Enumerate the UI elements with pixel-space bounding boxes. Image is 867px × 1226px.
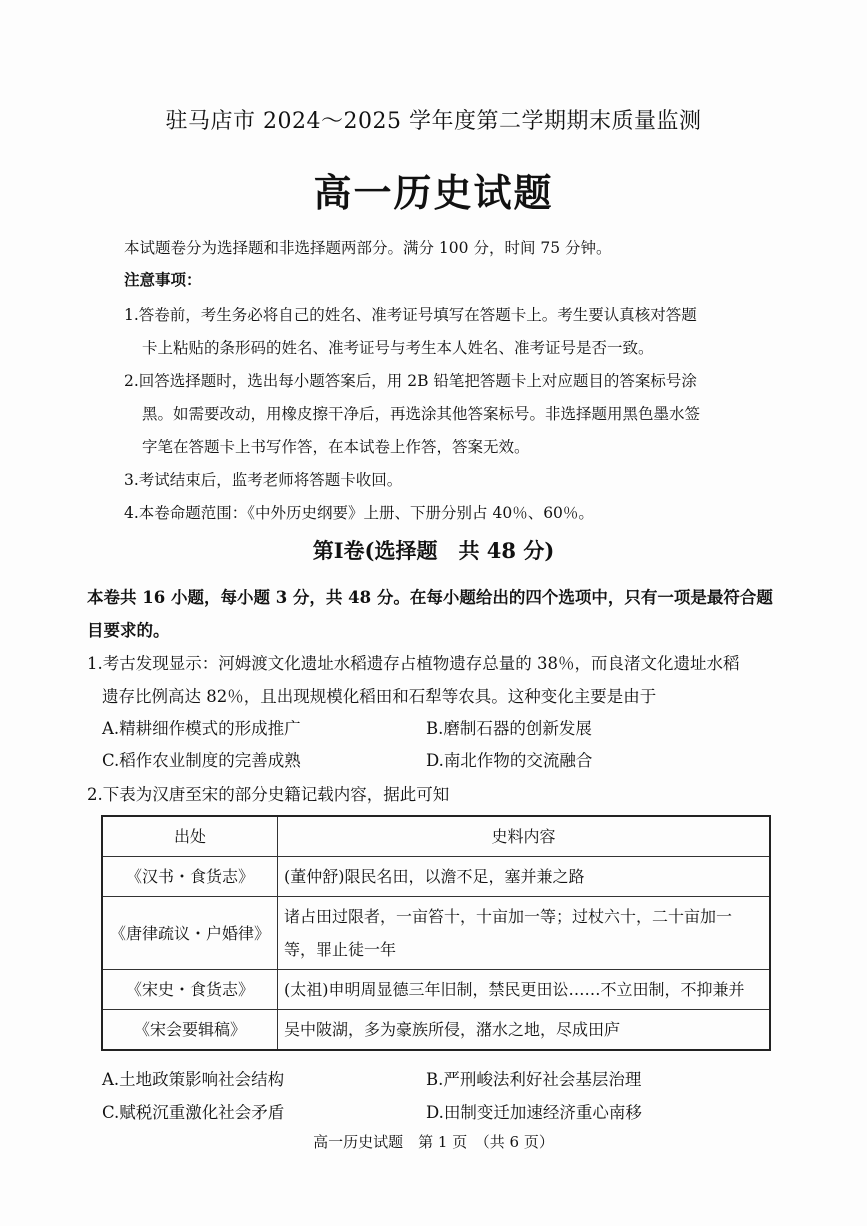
section-title: 第Ⅰ卷(选择题 共 48 分) xyxy=(312,538,555,563)
question-1-stem: 遗存比例高达 82％，且出现规模化稻田和石犁等农具。这种变化主要是由于 xyxy=(102,687,657,706)
notice-line: 4.本卷命题范围：《中外历史纲要》上册、下册分别占 40％、60％。 xyxy=(124,504,594,522)
q1-option-d: D.南北作物的交流融合 xyxy=(426,751,593,770)
source-table xyxy=(101,815,771,1051)
page-footer: 高一历史试题 第 1 页 （共 6 页） xyxy=(313,1133,554,1151)
notice-line: 字笔在答题卡上书写作答，在本试卷上作答，答案无效。 xyxy=(142,438,530,456)
table-row xyxy=(102,1010,770,1051)
table-cell-content: (太祖)申明周显德三年旧制，禁民更田讼……不立田制，不抑兼并 xyxy=(278,970,771,1010)
q2-option-d: D.田制变迁加速经济重心南移 xyxy=(426,1103,642,1122)
notice-line: 卡上粘贴的条形码的姓名、准考证号与考生本人姓名、准考证号是否一致。 xyxy=(142,339,654,357)
table-cell-content: 吴中陂湖，多为豪族所侵，潴水之地，尽成田庐 xyxy=(278,1010,771,1051)
section-desc: 目要求的。 xyxy=(87,621,170,640)
intro-text: 本试题卷分为选择题和非选择题两部分。满分 100 分，时间 75 分钟。 xyxy=(124,239,612,257)
table-cell-content: 诸占田过限者，一亩笞十，十亩加一等；过杖六十，二十亩加一等，罪止徒一年 xyxy=(278,897,771,970)
table-cell-source: 《宋会要辑稿》 xyxy=(102,1010,278,1051)
table-row xyxy=(102,897,770,970)
table-row xyxy=(102,857,770,897)
notice-heading: 注意事项： xyxy=(124,270,202,289)
q1-option-c: C.稻作农业制度的完善成熟 xyxy=(102,751,301,770)
table-cell-content: (董仲舒)限民名田，以澹不足，塞并兼之路 xyxy=(278,857,771,897)
table-cell-source: 《唐律疏议・户婚律》 xyxy=(102,897,278,970)
notice-line: 3.考试结束后，监考老师将答题卡收回。 xyxy=(124,471,403,489)
table-header-cell: 史料内容 xyxy=(278,816,771,857)
question-2-stem: 2.下表为汉唐至宋的部分史籍记载内容，据此可知 xyxy=(87,785,450,804)
table-row xyxy=(102,970,770,1010)
table-cell-source: 《汉书・食货志》 xyxy=(102,857,278,897)
q2-option-c: C.赋税沉重激化社会矛盾 xyxy=(102,1103,285,1122)
table-header-row xyxy=(102,816,770,857)
notice-line: 1.答卷前，考生务必将自己的姓名、准考证号填写在答题卡上。考生要认真核对答题 xyxy=(124,306,697,324)
table-header-cell: 出处 xyxy=(102,816,278,857)
exam-subtitle: 驻马店市 2024～2025 学年度第二学期期末质量监测 xyxy=(165,109,702,134)
q1-option-a: A.精耕细作模式的形成推广 xyxy=(102,719,301,738)
section-desc: 本卷共 16 小题，每小题 3 分，共 48 分。在每小题给出的四个选项中，只有一项是最符合题 xyxy=(87,588,773,607)
question-1-stem: 1.考古发现显示：河姆渡文化遗址水稻遗存占植物遗存总量的 38％，而良渚文化遗址水稻 xyxy=(87,654,740,673)
notice-line: 黑。如需要改动，用橡皮擦干净后，再选涂其他答案标号。非选择题用黑色墨水签 xyxy=(142,405,701,423)
q2-option-a: A.土地政策影响社会结构 xyxy=(102,1070,285,1089)
q1-option-b: B.磨制石器的创新发展 xyxy=(426,719,592,738)
exam-title: 高一历史试题 xyxy=(313,170,554,215)
table-cell-source: 《宋史・食货志》 xyxy=(102,970,278,1010)
notice-line: 2.回答选择题时，选出每小题答案后，用 2B 铅笔把答题卡上对应题目的答案标号涂 xyxy=(124,372,697,390)
q2-option-b: B.严刑峻法利好社会基层治理 xyxy=(426,1070,642,1089)
